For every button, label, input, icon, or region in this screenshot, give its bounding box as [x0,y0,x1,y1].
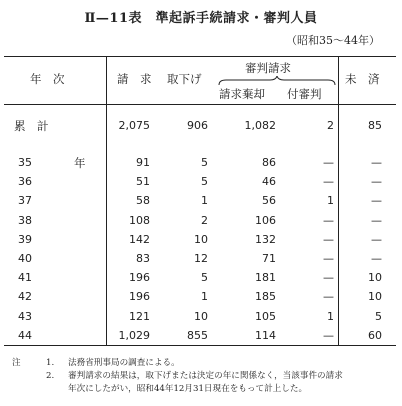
cell-withdraw: 5 [201,156,208,169]
total-referred: 2 [327,119,334,132]
cell-pending: 10 [368,271,382,285]
cell-referred: — [323,290,334,304]
cell-request: 91 [136,156,150,169]
cell-withdraw: 12 [194,252,208,265]
bottom-rule [4,345,396,346]
table-title: Ⅱ—11表 準起訴手続請求・審判人員 [84,11,318,26]
note-2: 2. 審判請求の結果は，取下げまたは決定の年に関係なく，当該事件の請求 [46,371,343,381]
row-year: 43 [18,309,32,323]
row-year: 41 [18,271,32,285]
cell-pending: 5 [375,309,382,323]
table-subtitle: （昭和35～44年） [286,34,380,47]
total-label: 累 計 [14,119,49,133]
cell-pending: — [371,232,382,246]
total-pending: 85 [368,119,382,132]
header-pending: 未 済 [345,72,380,86]
cell-request: 108 [129,213,150,227]
cell-withdraw: 10 [194,309,208,323]
row-year: 37 [18,194,32,208]
cell-dismissed: 86 [262,156,276,169]
total-withdraw: 906 [187,119,208,132]
row-year: 44 [18,328,32,342]
note-1: 注 1. 法務省刑事局の調査による。 [12,358,180,368]
cell-referred: — [323,328,334,342]
cell-referred: — [323,271,334,285]
cell-referred: 1 [327,194,334,208]
cell-request: 1,029 [118,328,150,342]
cell-referred: — [323,252,334,265]
cell-dismissed: 56 [262,194,276,208]
cell-pending: — [371,156,382,169]
row-year: 39 [18,232,32,246]
cell-dismissed: 106 [255,213,276,227]
header-request: 請 求 [117,72,152,86]
notes [12,357,343,396]
cell-pending: 60 [368,328,382,342]
cell-dismissed: 181 [255,271,276,285]
cell-withdraw: 1 [201,194,208,208]
row-year: 36 [18,175,32,189]
cell-dismissed: 71 [262,252,276,265]
cell-referred: — [323,156,334,169]
cell-request: 58 [136,194,150,208]
row-year: 40 [18,252,32,265]
note-2-cont: 年次にしたがい，昭和44年12月31日現在をもって計上した。 [68,384,308,394]
cell-withdraw: 2 [201,213,208,227]
cell-dismissed: 105 [255,309,276,323]
cell-request: 121 [129,309,150,323]
cell-withdraw: 10 [194,232,208,246]
cell-referred: — [323,232,334,246]
row-year: 42 [18,290,32,304]
cell-pending: 10 [368,290,382,304]
cell-request: 83 [136,252,150,265]
cell-request: 51 [136,175,150,189]
total-dismissed: 1,082 [244,119,276,132]
header-referred: 付審判 [287,87,322,101]
cell-referred: 1 [327,309,334,323]
cell-dismissed: 114 [255,328,276,342]
cell-withdraw: 5 [201,175,208,189]
cell-referred: — [323,175,334,189]
header-dismissed: 請求棄却 [219,87,265,101]
cell-referred: — [323,213,334,227]
notes-label: 注 [12,358,21,368]
cell-withdraw: 5 [201,271,208,285]
cell-dismissed: 46 [262,175,276,189]
cell-pending: — [371,252,382,265]
cell-dismissed: 185 [255,290,276,304]
cell-withdraw: 1 [201,290,208,304]
header-brace [218,76,336,86]
row-year: 35 [18,156,32,169]
cell-dismissed: 132 [255,232,276,246]
row-year: 38 [18,213,32,227]
cell-pending: — [371,194,382,208]
header-review-request: 審判請求 [245,61,291,75]
cell-withdraw: 855 [187,328,208,342]
cell-request: 196 [129,290,150,304]
header-withdraw: 取下げ [167,72,202,86]
total-request: 2,075 [118,119,150,132]
cell-pending: — [371,213,382,227]
header-year: 年 次 [30,72,65,86]
year-unit: 年 [74,156,86,170]
cell-request: 196 [129,271,150,285]
cell-request: 142 [129,232,150,246]
cell-pending: — [371,175,382,189]
